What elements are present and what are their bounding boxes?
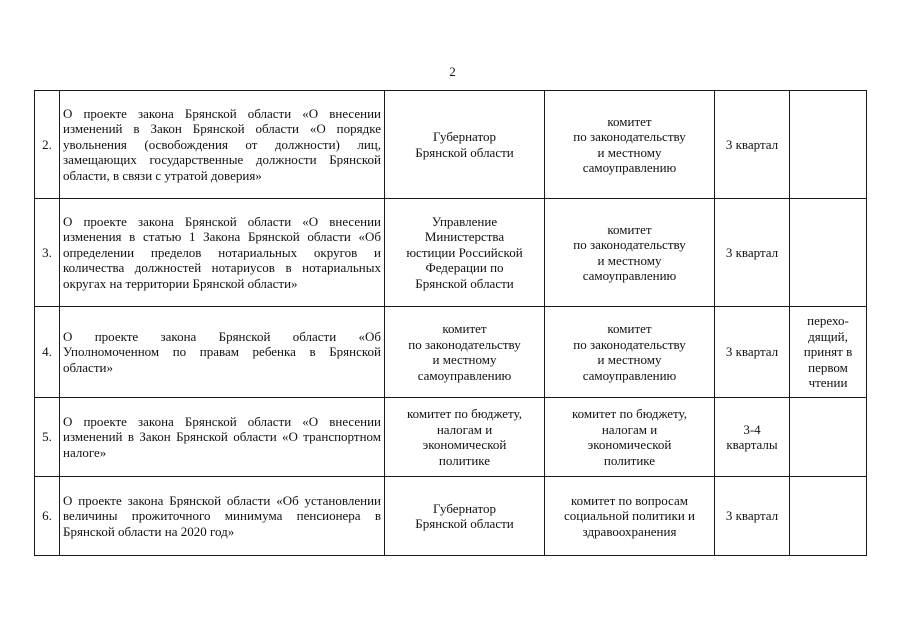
- initiator-text: комитет по законодательству и местному самоуправлению: [408, 321, 521, 383]
- term-text: 3 квартал: [725, 344, 779, 360]
- bill-title-text: О проекте закона Брянской области «Об установлении величины прожиточного минимума пенсионера в Брянской области на 2020 год»: [63, 492, 381, 539]
- table-row: [35, 199, 867, 307]
- row-number: 2.: [35, 91, 60, 199]
- table-row: [35, 477, 867, 556]
- initiator-text: Губернатор Брянской области: [415, 129, 514, 160]
- row-number: 3.: [35, 199, 60, 307]
- row-number: 5.: [35, 398, 60, 477]
- initiator-cell: [385, 91, 545, 199]
- committee-cell: [545, 199, 715, 307]
- term-cell: [715, 477, 790, 556]
- row-number: 4.: [35, 307, 60, 398]
- page-number: 2: [449, 64, 456, 79]
- bill-title-text: О проекте закона Брянской области «О внесении изменений в Закон Брянской области «О порядке увольнения (освобождения от должности) лиц, замещающих государственные должности Брянской области, в связи с утратой доверия»: [63, 105, 381, 183]
- term-text: 3 квартал: [725, 508, 779, 524]
- term-text: 3 квартал: [725, 136, 779, 152]
- table-row: [35, 398, 867, 477]
- note-cell: [790, 199, 867, 307]
- bill-title: [60, 199, 385, 307]
- bill-title-text: О проекте закона Брянской области «О внесении изменений в Закон Брянской области «О транспортном налоге»: [63, 413, 381, 460]
- term-cell: [715, 199, 790, 307]
- committee-text: комитет по законодательству и местному самоуправлению: [573, 321, 686, 383]
- bill-title: [60, 307, 385, 398]
- initiator-text: комитет по бюджету, налогам и экономической политике: [406, 406, 522, 468]
- initiator-cell: [385, 199, 545, 307]
- note-cell: [790, 477, 867, 556]
- committee-text: комитет по вопросам социальной политики и здравоохранения: [564, 492, 695, 539]
- committee-text: комитет по законодательству и местному самоуправлению: [573, 221, 686, 283]
- note-cell: [790, 398, 867, 477]
- table-row: [35, 307, 867, 398]
- term-text: 3 квартал: [725, 244, 779, 260]
- initiator-cell: [385, 307, 545, 398]
- bill-title: [60, 91, 385, 199]
- note-cell: [790, 91, 867, 199]
- bill-title-text: О проекте закона Брянской области «Об Уполномоченном по правам ребенка в Брянской области»: [63, 328, 381, 375]
- term-cell: [715, 307, 790, 398]
- legislative-plan-table: [34, 90, 867, 556]
- committee-cell: [545, 91, 715, 199]
- term-cell: [715, 91, 790, 199]
- bill-title: [60, 477, 385, 556]
- bill-title-text: О проекте закона Брянской области «О внесении изменения в статью 1 Закона Брянской области «Об определении пределов нотариальных округов и количества должностей нотариусов в нотариальных округах на территории Брянской области»: [63, 213, 381, 291]
- term-text: 3-4 кварталы: [726, 421, 778, 452]
- bill-title: [60, 398, 385, 477]
- initiator-text: Управление Министерства юстиции Российской Федерации по Брянской области: [406, 213, 523, 291]
- term-cell: [715, 398, 790, 477]
- committee-text: комитет по законодательству и местному самоуправлению: [573, 113, 686, 175]
- committee-cell: [545, 477, 715, 556]
- initiator-cell: [385, 477, 545, 556]
- initiator-cell: [385, 398, 545, 477]
- note-text: перехо- дящий, принят в первом чтении: [803, 313, 853, 391]
- table-row: [35, 91, 867, 199]
- note-cell: [790, 307, 867, 398]
- initiator-text: Губернатор Брянской области: [415, 500, 514, 531]
- committee-cell: [545, 307, 715, 398]
- committee-cell: [545, 398, 715, 477]
- row-number: 6.: [35, 477, 60, 556]
- committee-text: комитет по бюджету, налогам и экономической политике: [571, 406, 687, 468]
